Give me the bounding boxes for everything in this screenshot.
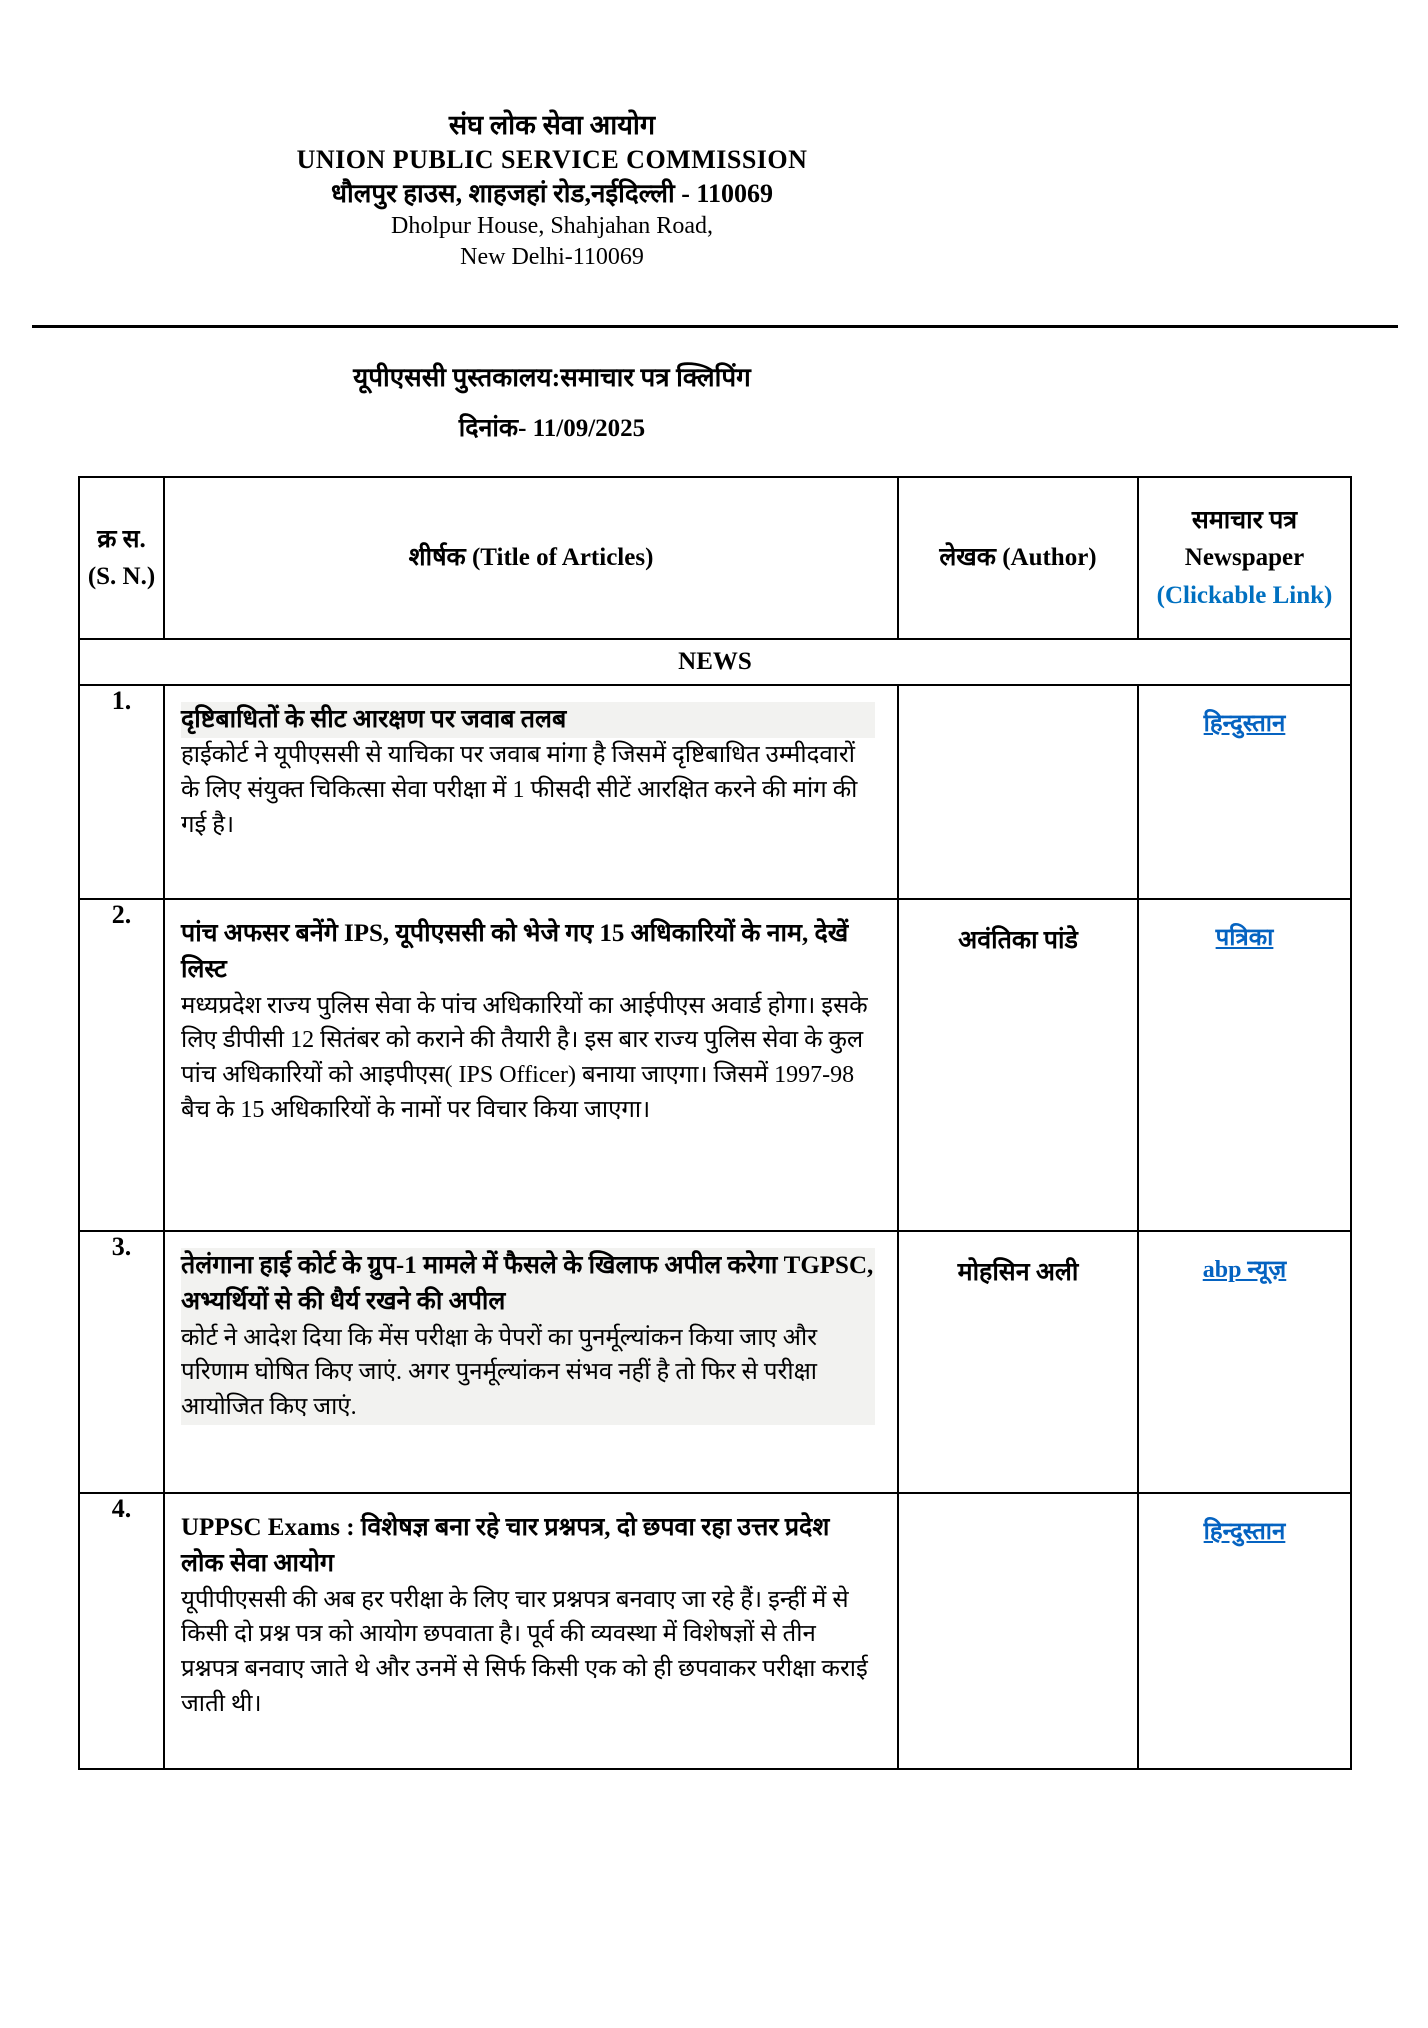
letterhead bbox=[0, 108, 1104, 273]
article-summary: मध्यप्रदेश राज्य पुलिस सेवा के पांच अधिकारियों का आईपीएस अवार्ड होगा। इसके लिए डीपीसी 12 सितंबर को कराने की तैयारी है। इस बार राज्य पुलिस सेवा के कुल पांच अधिकारियों को आइपीएस( IPS Officer) बनाया जाएगा। जिसमें 1997-98 बैच के 15 अधिकारियों के नामों पर विचार किया जाएगा। bbox=[181, 992, 868, 1123]
row-number: 3. bbox=[79, 1231, 164, 1493]
column-header-title: शीर्षक (Title of Articles) bbox=[164, 477, 898, 639]
author-cell bbox=[898, 685, 1138, 899]
column-header-newspaper bbox=[1138, 477, 1351, 639]
horizontal-rule bbox=[32, 325, 1398, 328]
newspaper-link[interactable]: हिन्दुस्तान bbox=[1203, 1519, 1286, 1546]
author-cell: मोहसिन अली bbox=[898, 1231, 1138, 1493]
org-name-hindi: संघ लोक सेवा आयोग bbox=[448, 110, 656, 140]
org-name-english: UNION PUBLIC SERVICE COMMISSION bbox=[296, 145, 808, 175]
document-date: दिनांक- 11/09/2025 bbox=[458, 415, 646, 443]
column-header-sn-english: (S. N.) bbox=[87, 563, 156, 591]
article-title: पांच अफसर बनेंगे IPS, यूपीएससी को भेजे गए 15 अधिकारियों के नाम, देखें लिस्ट bbox=[181, 920, 849, 984]
article-summary: कोर्ट ने आदेश दिया कि मेंस परीक्षा के पेपरों का पुनर्मूल्यांकन किया जाए और परिणाम घोषित किए जाएं. अगर पुनर्मूल्यांकन संभव नहीं है तो फिर से परीक्षा आयोजित किए जाएं. bbox=[181, 1321, 875, 1425]
table-row bbox=[79, 899, 1351, 1231]
row-number: 2. bbox=[79, 899, 164, 1231]
row-number: 4. bbox=[79, 1493, 164, 1769]
column-header-newspaper-english: Newspaper bbox=[1184, 544, 1305, 572]
article-title: दृष्टिबाधितों के सीट आरक्षण पर जवाब तलब bbox=[181, 702, 875, 738]
org-address-line1: Dholpur House, Shahjahan Road, bbox=[391, 212, 713, 239]
section-label: NEWS bbox=[79, 639, 1351, 685]
article-cell bbox=[164, 685, 898, 899]
author-cell: अवंतिका पांडे bbox=[898, 899, 1138, 1231]
table-row bbox=[79, 1493, 1351, 1769]
org-address-hindi: धौलपुर हाउस, शाहजहां रोड,नईदिल्ली - 110069 bbox=[331, 178, 773, 208]
clippings-table bbox=[78, 476, 1352, 1770]
column-header-sn bbox=[79, 477, 164, 639]
column-header-author: लेखक (Author) bbox=[898, 477, 1138, 639]
newspaper-cell bbox=[1138, 1231, 1351, 1493]
table-row bbox=[79, 1231, 1351, 1493]
document-title: यूपीएससी पुस्तकालय:समाचार पत्र क्लिपिंग bbox=[353, 363, 751, 393]
newspaper-cell bbox=[1138, 685, 1351, 899]
article-title: तेलंगाना हाई कोर्ट के ग्रुप-1 मामले में फैसले के खिलाफ अपील करेगा TGPSC, अभ्यर्थियों से की धैर्य रखने की अपील bbox=[181, 1248, 875, 1321]
article-cell bbox=[164, 1493, 898, 1769]
author-cell bbox=[898, 1493, 1138, 1769]
column-header-sn-hindi: क्र स. bbox=[97, 525, 146, 553]
row-number: 1. bbox=[79, 685, 164, 899]
org-address-line2: New Delhi-110069 bbox=[460, 243, 644, 270]
article-cell bbox=[164, 1231, 898, 1493]
column-header-clickable-link: (Clickable Link) bbox=[1156, 581, 1333, 609]
section-row bbox=[79, 639, 1351, 685]
table-header-row bbox=[79, 477, 1351, 639]
newspaper-cell bbox=[1138, 899, 1351, 1231]
newspaper-link[interactable]: abp न्यूज़ bbox=[1202, 1257, 1287, 1284]
newspaper-link[interactable]: हिन्दुस्तान bbox=[1203, 711, 1286, 738]
table-row bbox=[79, 685, 1351, 899]
newspaper-link[interactable]: पत्रिका bbox=[1215, 925, 1274, 952]
newspaper-cell bbox=[1138, 1493, 1351, 1769]
article-summary: यूपीपीएससी की अब हर परीक्षा के लिए चार प्रश्नपत्र बनवाए जा रहे हैं। इन्हीं में से किसी दो प्रश्न पत्र को आयोग छपवाता है। पूर्व की व्यवस्था में विशेषज्ञों से तीन प्रश्नपत्र बनवाए जाते थे और उनमें से सिर्फ किसी एक को ही छपवाकर परीक्षा कराई जाती थी। bbox=[181, 1586, 868, 1717]
column-header-newspaper-hindi: समाचार पत्र bbox=[1191, 506, 1298, 534]
article-title: UPPSC Exams : विशेषज्ञ बना रहे चार प्रश्नपत्र, दो छपवा रहा उत्तर प्रदेश लोक सेवा आयोग bbox=[181, 1514, 830, 1578]
article-cell bbox=[164, 899, 898, 1231]
article-summary: हाईकोर्ट ने यूपीएससी से याचिका पर जवाब मांगा है जिसमें दृष्टिबाधित उम्मीदवारों के लिए संयुक्त चिकित्सा सेवा परीक्षा में 1 फीसदी सीटें आरक्षित करने की मांग की गई है। bbox=[181, 742, 858, 838]
